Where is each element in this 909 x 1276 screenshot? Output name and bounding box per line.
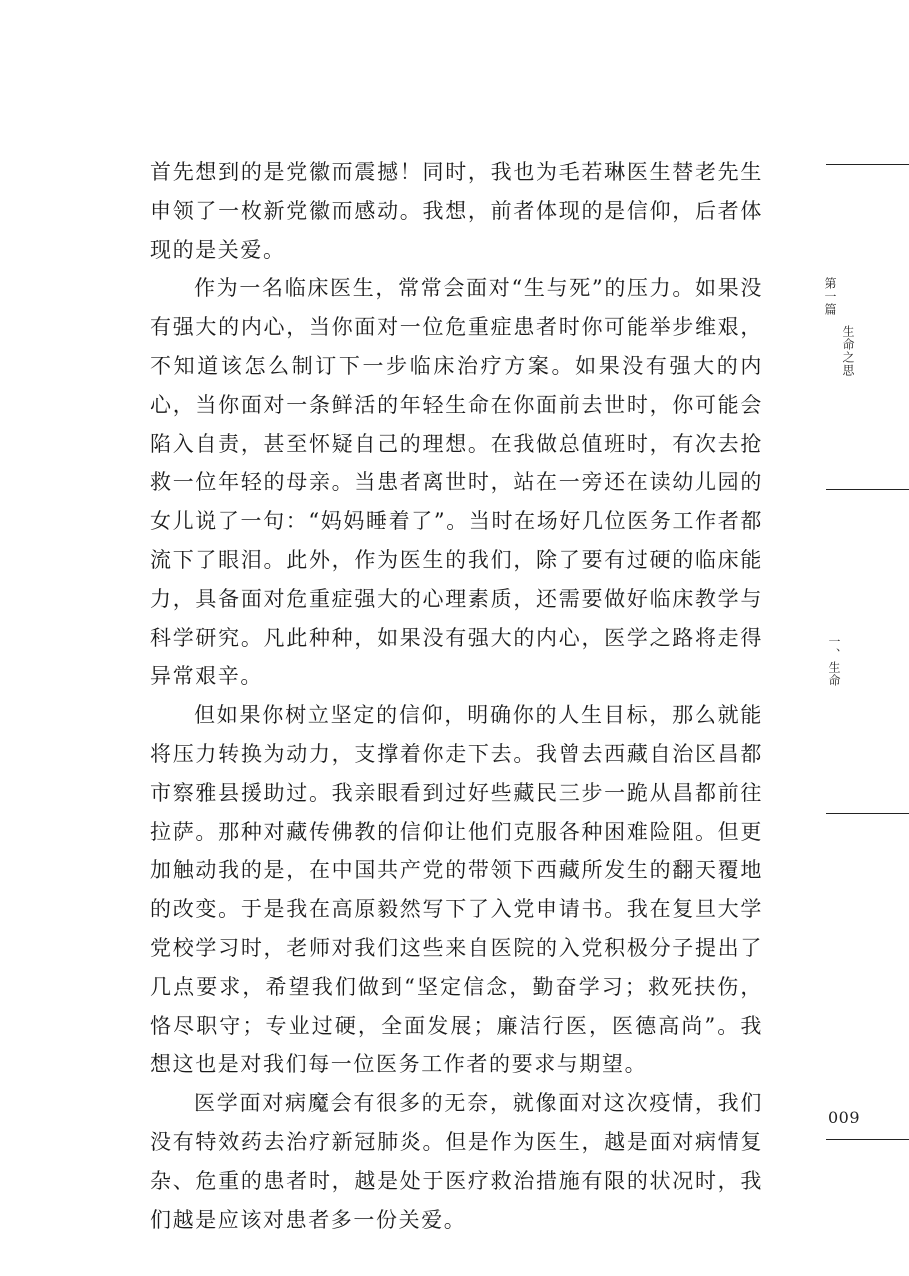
margin-rule-bottom: [826, 1139, 909, 1140]
page-number: 009: [828, 1108, 861, 1127]
part-label: 第一篇: [823, 277, 837, 316]
chapter-label: 生命之思: [841, 325, 855, 377]
body-text: [150, 153, 763, 1239]
paragraph-3: 但如果你树立坚定的信仰，明确你的人生目标，那么就能将压力转换为动力，支撑着你走下去。我曾去西藏自治区昌都市察雅县援助过。我亲眼看到过好些藏民三步一跪从昌都前往拉萨。那种对藏传佛教的信仰让他们克服各种困难险阻。但更加触动我的是，在中国共产党的带领下西藏所发生的翻天覆地的改变。于是我在高原毅然写下了入党申请书。我在复旦大学党校学习时，老师对我们这些来自医院的入党积极分子提出了几点要求，希望我们做到“坚定信念，勤奋学习；救死扶伤，恪尽职守；专业过硬，全面发展；廉洁行医，医德高尚”。我想这也是对我们每一位医务工作者的要求与期望。: [150, 703, 763, 1077]
paragraph-1: 首先想到的是党徽而震撼！同时，我也为毛若琳医生替老先生申领了一枚新党徽而感动。我想，前者体现的是信仰，后者体现的是关爱。: [150, 160, 763, 262]
paragraph-2: 作为一名临床医生，常常会面对“生与死”的压力。如果没有强大的内心，当你面对一位危重症患者时你可能举步维艰，不知道该怎么制订下一步临床治疗方案。如果没有强大的内心，当你面对一条鲜活的年轻生命在你面前去世时，你可能会陷入自责，甚至怀疑自己的理想。在我做总值班时，有次去抢救一位年轻的母亲。当患者离世时，站在一旁还在读幼儿园的女儿说了一句：“妈妈睡着了”。当时在场好几位医务工作者都流下了眼泪。此外，作为医生的我们，除了要有过硬的临床能力，具备面对危重症强大的心理素质，还需要做好临床教学与科学研究。凡此种种，如果没有强大的内心，医学之路将走得异常艰辛。: [150, 276, 763, 689]
section-label: 一、生命: [827, 635, 841, 687]
margin-rule-top: [826, 164, 909, 165]
paragraph-4: 医学面对病魔会有很多的无奈，就像面对这次疫情，我们没有特效药去治疗新冠肺炎。但是作为医生，越是面对病情复杂、危重的患者时，越是处于医疗救治措施有限的状况时，我们越是应该对患者多一份关爱。: [150, 1091, 763, 1232]
margin-rule-middle: [826, 489, 909, 490]
margin-rule-lower: [826, 813, 909, 814]
